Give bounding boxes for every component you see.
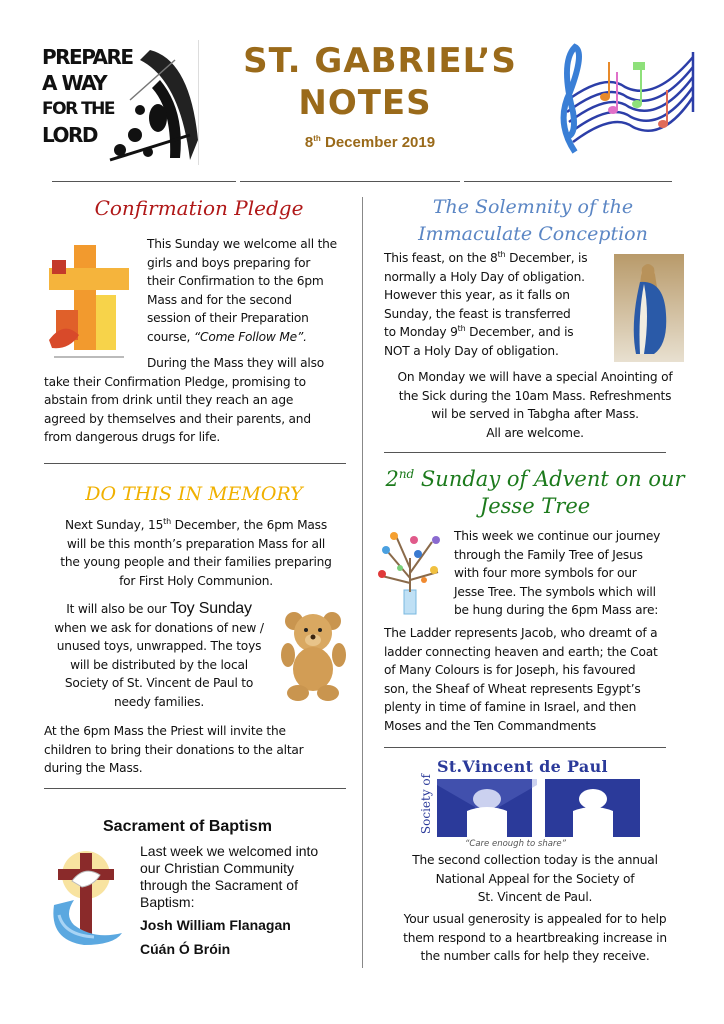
text-line: the Sick during the 10am Mass. Refreshments <box>398 388 672 403</box>
heading-fragment: Sunday of Advent on our <box>414 467 685 491</box>
text-line: Baptism: <box>140 894 195 910</box>
ordinal-suffix: th <box>163 516 171 526</box>
text-line: through the Family Tree of Jesus <box>454 547 643 562</box>
text-line: through the Sacrament of <box>140 877 298 893</box>
confirmation-paragraph-2 <box>44 354 356 447</box>
date-rest: December 2019 <box>320 134 436 151</box>
text-line: the young people and their families preparing <box>60 555 332 569</box>
section-rule <box>384 747 666 748</box>
teddy-bear-image <box>280 607 350 702</box>
course-title: “Come Follow Me”. <box>193 329 307 344</box>
text-line: them respond to a heartbreaking increase in <box>403 930 667 945</box>
heading-line: Immaculate Conception <box>418 223 648 245</box>
toy-sunday-emphasis: Toy Sunday <box>170 600 252 617</box>
text-line: Society of St. Vincent de Paul to <box>64 676 254 690</box>
text-line: During the Mass they will also <box>147 356 325 370</box>
heading-line: The Solemnity of the <box>432 196 634 218</box>
memory-heading: DO THIS IN MEMORY <box>85 483 303 505</box>
memory-paragraph-1 <box>44 516 348 590</box>
section-rule <box>44 463 346 464</box>
text-line: for First Holy Communion. <box>119 573 273 588</box>
svp-logo-side: Society of <box>419 773 433 835</box>
text-fragment: December, the 6pm Mass <box>170 518 327 532</box>
text-line: Moses and the Ten Commandments <box>384 718 597 733</box>
text-line: from dangerous drugs for life. <box>44 430 221 444</box>
solemnity-paragraph-1 <box>384 249 614 360</box>
section-rule <box>44 788 346 789</box>
text-line: abstain from drink until they reach an age <box>44 393 294 407</box>
text-fragment: December, is <box>505 251 588 265</box>
text-line: with four more symbols for our <box>454 566 637 580</box>
immaculate-conception-image <box>614 254 684 362</box>
logo-text-line: PREPARE <box>42 45 133 69</box>
text-line: children to bring their donations to the altar <box>44 742 304 757</box>
text-line: National Appeal for the Society of <box>435 871 635 886</box>
text-line: agreed by themselves and their parents, and <box>44 411 311 426</box>
text-line <box>147 328 357 347</box>
ordinal-suffix: th <box>457 323 466 333</box>
header-rule <box>464 181 672 182</box>
text-line: will be this month’s preparation Mass for all <box>66 536 326 551</box>
toy-sunday-paragraph <box>44 600 274 711</box>
newsletter-title-line1: ST. GABRIEL’S <box>243 41 517 81</box>
text-fragment: Next Sunday, 15 <box>65 518 164 532</box>
heading-line: Jesse Tree <box>479 494 591 518</box>
svp-paragraph-1 <box>378 851 692 907</box>
text-line: when we ask for donations of new / <box>54 620 264 635</box>
text-fragment: This feast, on the 8 <box>384 251 498 265</box>
solemnity-paragraph-2 <box>378 368 692 442</box>
newsletter-date <box>240 134 500 151</box>
advent-heading <box>378 466 692 520</box>
svp-logo <box>415 757 655 847</box>
confirmation-heading: Confirmation Pledge <box>94 196 304 220</box>
ordinal-suffix: nd <box>398 467 415 481</box>
text-line: needy families. <box>113 694 205 709</box>
prepare-a-way-logo <box>40 40 200 165</box>
text-line: wil be served in Tabgha after Mass. <box>431 407 639 421</box>
text-line: girls and boys preparing for <box>147 255 311 270</box>
text-line: However this year, as it falls on <box>384 288 570 302</box>
logo-text-line: A WAY <box>42 71 107 95</box>
header-rule <box>240 181 460 182</box>
text-line: our Christian Community <box>140 860 295 876</box>
text-line: NOT a Holy Day of obligation. <box>384 343 559 358</box>
column-divider <box>362 197 363 968</box>
date-suffix: th <box>313 134 321 143</box>
svp-logo-title: St.Vincent de Paul <box>437 757 608 776</box>
text-line: of Many Colours is for Joseph, his favoured <box>384 663 636 677</box>
text-line: This week we continue our journey <box>454 529 661 543</box>
text-line: The second collection today is the annual <box>412 853 658 867</box>
text-fragment: December, and is <box>465 325 574 339</box>
text-line: take their Confirmation Pledge, promising to <box>44 374 306 389</box>
text-line: normally a Holy Day of obligation. <box>384 269 585 284</box>
jesse-tree-image <box>374 528 446 616</box>
confirmation-cross-image <box>44 240 134 362</box>
ordinal-suffix: th <box>497 249 506 259</box>
logo-text-line: LORD <box>42 123 98 147</box>
baptism-name: Cúán Ó Bróin <box>140 941 231 957</box>
text-line: On Monday we will have a special Anointing of <box>397 370 673 384</box>
advent-paragraph-2 <box>384 624 694 735</box>
text-line: the number calls for help they receive. <box>420 949 650 963</box>
text-line: St. Vincent de Paul. <box>477 890 593 904</box>
newsletter-title-line2: NOTES <box>298 83 432 123</box>
text-line: Last week we welcomed into <box>140 843 319 859</box>
text-line: Your usual generosity is appealed for to help <box>403 912 667 926</box>
text-line: plenty in time of famine in Israel, and then <box>384 700 637 714</box>
text-line: The Ladder represents Jacob, who dreamt of a <box>384 626 658 640</box>
text-line: will be distributed by the local <box>70 657 248 672</box>
confirmation-paragraph-1 <box>147 235 357 346</box>
text-line: Jesse Tree. The symbols which will <box>454 584 656 599</box>
heading-fragment: 2 <box>385 467 399 491</box>
advent-paragraph-1 <box>454 527 692 620</box>
section-rule <box>384 452 666 453</box>
text-line: session of their Preparation <box>147 311 309 325</box>
baptism-paragraph <box>140 843 350 911</box>
text-line: Mass and for the second <box>147 292 292 307</box>
text-line <box>44 600 274 619</box>
logo-text-line: FOR THE <box>42 99 115 119</box>
text-line: At the 6pm Mass the Priest will invite the <box>44 724 286 738</box>
solemnity-heading <box>378 194 688 248</box>
heading-line <box>378 466 692 493</box>
header-divider <box>198 40 199 165</box>
text-fragment: to Monday 9 <box>384 325 458 339</box>
text-line: All are welcome. <box>486 425 584 440</box>
memory-paragraph-3 <box>44 722 356 778</box>
text-line: son, the Sheaf of Wheat represents Egypt’s <box>384 681 641 696</box>
baptism-heading: Sacrament of Baptism <box>103 818 272 835</box>
text-line: This Sunday we welcome all the <box>147 237 337 251</box>
text-line <box>44 516 348 535</box>
text-line: their Confirmation to the 6pm <box>147 274 324 288</box>
text-line: Sunday, the feast is transferred <box>384 306 571 321</box>
baptism-name: Josh William Flanagan <box>140 917 291 933</box>
text-line <box>384 323 614 342</box>
text-line: unused toys, unwrapped. The toys <box>56 639 262 653</box>
date-day: 8 <box>304 134 314 151</box>
text-line <box>384 249 614 268</box>
music-notes-icon <box>545 42 695 157</box>
text-fragment: course, <box>147 329 194 344</box>
text-line: during the Mass. <box>44 761 143 775</box>
svp-paragraph-2 <box>378 910 692 966</box>
baptism-cross-image <box>44 845 128 950</box>
text-fragment: It will also be our <box>66 602 171 616</box>
header-rule <box>52 181 236 182</box>
svp-logo-tagline: “Care enough to share” <box>465 839 567 849</box>
text-line: be hung during the 6pm Mass are: <box>454 603 659 617</box>
text-line: ladder connecting heaven and earth; the Coat <box>384 644 658 659</box>
